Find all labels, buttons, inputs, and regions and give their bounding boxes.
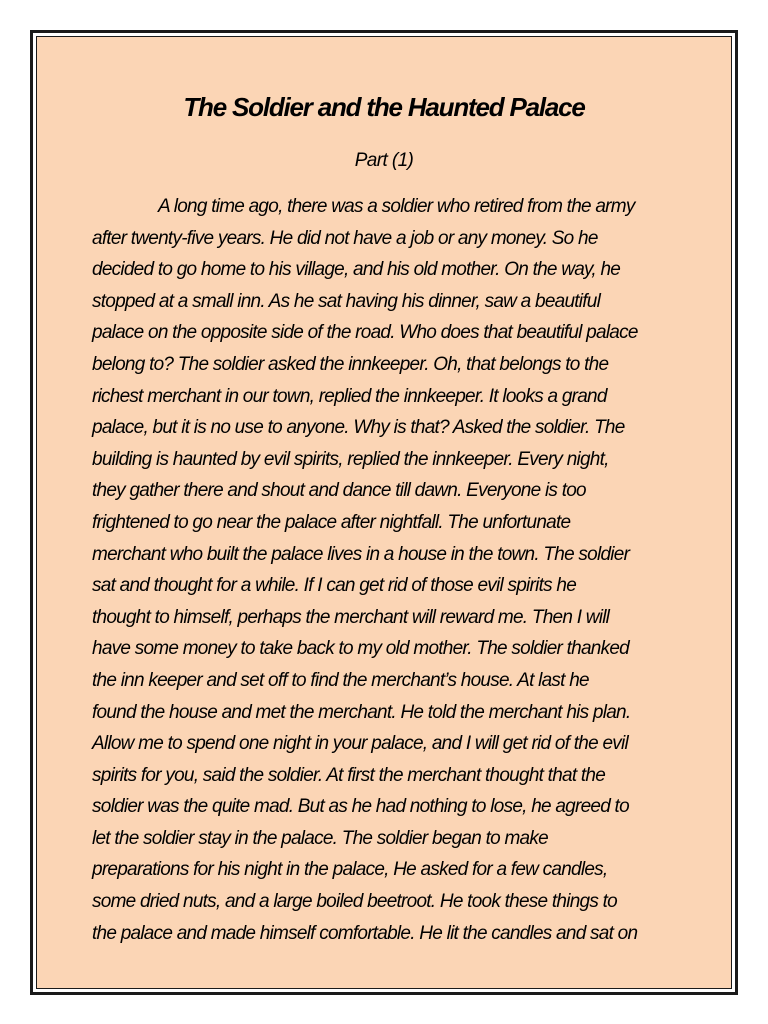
paragraph-line: soldier was the quite mad. But as he had nothing to lose, he agreed to bbox=[92, 796, 629, 818]
story-paragraph bbox=[92, 191, 692, 949]
paragraph-line: stopped at a small inn. As he sat having his dinner, saw a beautiful bbox=[92, 290, 601, 312]
paragraph-line: the inn keeper and set off to find the merchant’s house. At last he bbox=[92, 669, 589, 691]
paragraph-line: some dried nuts, and a large boiled beetroot. He took these things to bbox=[92, 891, 617, 913]
document-title: The Soldier and the Haunted Palace bbox=[183, 92, 585, 122]
paragraph-line: thought to himself, perhaps the merchant will reward me. Then I will bbox=[92, 606, 610, 628]
paragraph-line: let the soldier stay in the palace. The soldier began to make bbox=[92, 827, 548, 849]
paragraph-line: after twenty-five years. He did not have a job or any money. So he bbox=[92, 227, 598, 249]
paragraph-line: belong to? The soldier asked the innkeeper. Oh, that belongs to the bbox=[92, 353, 609, 375]
paragraph-line: preparations for his night in the palace, He asked for a few candles, bbox=[92, 859, 608, 881]
paragraph-line: palace, but it is no use to anyone. Why is that? Asked the soldier. The bbox=[92, 417, 625, 439]
paragraph-line: they gather there and shout and dance till dawn. Everyone is too bbox=[92, 480, 586, 502]
paragraph-line: A long time ago, there was a soldier who retired from the army bbox=[158, 196, 635, 217]
paragraph-line: merchant who built the palace lives in a house in the town. The soldier bbox=[92, 543, 630, 565]
paragraph-line: richest merchant in our town, replied the innkeeper. It looks a grand bbox=[92, 385, 607, 407]
paragraph-line: sat and thought for a while. If I can get rid of those evil spirits he bbox=[92, 575, 577, 597]
paragraph-line: have some money to take back to my old mother. The soldier thanked bbox=[92, 638, 629, 660]
paragraph-line: decided to go home to his village, and his old mother. On the way, he bbox=[92, 259, 621, 281]
paragraph-line: the palace and made himself comfortable. He lit the candles and sat on bbox=[92, 922, 638, 944]
paragraph-line: Allow me to spend one night in your palace, and I will get rid of the evil bbox=[92, 733, 628, 755]
paragraph-line: frightened to go near the palace after nightfall. The unfortunate bbox=[92, 511, 571, 533]
paragraph-line: building is haunted by evil spirits, replied the innkeeper. Every night, bbox=[92, 448, 609, 470]
paragraph-line: palace on the opposite side of the road. Who does that beautiful palace bbox=[92, 322, 638, 344]
document-subtitle: Part (1) bbox=[354, 150, 414, 171]
paragraph-line: found the house and met the merchant. He told the merchant his plan. bbox=[92, 701, 631, 723]
paragraph-line: spirits for you, said the soldier. At first the merchant thought that the bbox=[92, 764, 606, 786]
